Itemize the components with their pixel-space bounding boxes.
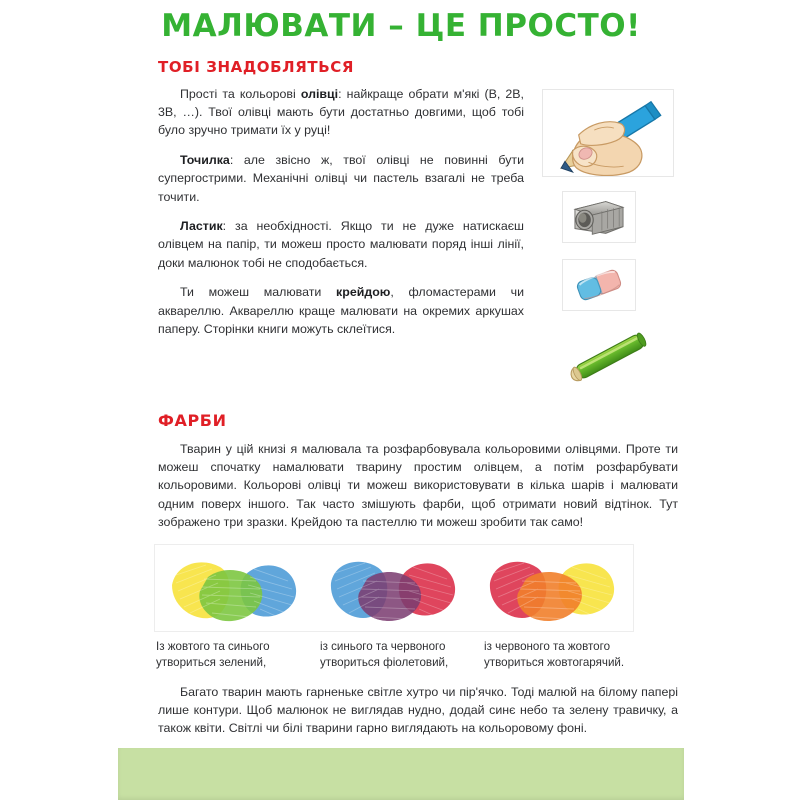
- para-bold-term: олівці: [300, 86, 339, 101]
- swatch-blue-red-violet-icon: [321, 551, 467, 625]
- para-text-after: : але звісно ж, твої олівці не повинні бути супергострими. Механічні олівці чи пастель взагалі не треба точити.: [158, 152, 524, 204]
- para-text-after: , фломастерами чи аквареллю. Аквареллю краще малювати на окремих аркушах паперу. Сторінки книги можуть склеїтися.: [158, 285, 525, 337]
- page-content: [118, 0, 684, 748]
- para-text-after: : за необхідності. Якщо ти не дуже натискаєш олівцем на папір, ти можеш просто малювати поряд інші лінії, доки малюнок тобі не сподобається.: [158, 218, 524, 270]
- eraser-icon: [563, 260, 635, 310]
- para-text-after: : найкраще обрати м'які (В, 2В, 3В, …). Твої олівці мають бути достатньо довгими, щоб тобі було зручно тримати їх у руці!: [158, 86, 524, 138]
- illustration-column: [532, 85, 684, 389]
- paragraph-paints-intro: Тварин у цій книзі я малювала та розфарбовувала кольоровими олівцями. Проте ти можеш спочатку намалювати тварину простим олівцем, а потім розфарбувати кольоровими. Кольорові олівці ти можеш використовувати в кілька шарів і малювати одним поверх іншого. Так часто змішують фарби, щоб отримати новий відтінок. Тут зображено три зразки. Крейдою та пастеллю ти можеш зробити так само!: [158, 441, 678, 530]
- hand-holding-blue-pencil-illustration: [542, 89, 674, 177]
- color-mixing-panel: [154, 544, 634, 632]
- section-heading-paints: ФАРБИ: [158, 410, 227, 430]
- metal-pencil-sharpener-illustration: [562, 191, 636, 243]
- green-crayon-illustration: [548, 325, 668, 389]
- para-bold-term: Ластик: [180, 218, 223, 233]
- para-text-before: Ти можеш малювати: [180, 285, 337, 300]
- swatch-red-yellow-orange-icon: [480, 551, 626, 625]
- swatch-red-yellow-orange: [480, 551, 626, 625]
- bottom-green-band: [118, 748, 684, 800]
- swatch-yellow-blue-green: [162, 551, 308, 625]
- swatch-blue-red-violet: [321, 551, 467, 625]
- paragraph-white-animals: Багато тварин мають гарненьке світле хутро чи пір'ячко. Тоді малюй на білому папері лише контури. Щоб малюнок не виглядав нудно, додай синє небо та зелену травичку, а також квіти. Світлі чи білі тварини гарно виглядають на кольоровому фоні.: [158, 684, 678, 736]
- hand-pencil-icon: [543, 90, 673, 176]
- crayon-icon: [549, 326, 667, 388]
- swatch-captions: [156, 639, 636, 672]
- caption-blue-red-violet: із синього та червоного утвориться фіолетовий,: [320, 639, 449, 670]
- caption-yellow-blue-green: Із жовтого та синього утвориться зелений,: [156, 639, 270, 670]
- caption-red-yellow-orange: із червоного та жовтого утвориться жовтогарячий.: [484, 639, 625, 670]
- section-heading-supplies: ТОБІ ЗНАДОБЛЯТЬСЯ: [158, 57, 355, 76]
- para-text-before: Прості та кольорові: [180, 86, 301, 101]
- blue-pink-eraser-illustration: [562, 259, 636, 311]
- swatch-yellow-blue-green-icon: [162, 551, 308, 625]
- para-bold-term: Точилка: [180, 152, 230, 167]
- sharpener-icon: [563, 192, 635, 242]
- para-bold-term: крейдою: [336, 285, 391, 300]
- page-title: МАЛЮВАТИ – ЦЕ ПРОСТО!: [161, 8, 641, 44]
